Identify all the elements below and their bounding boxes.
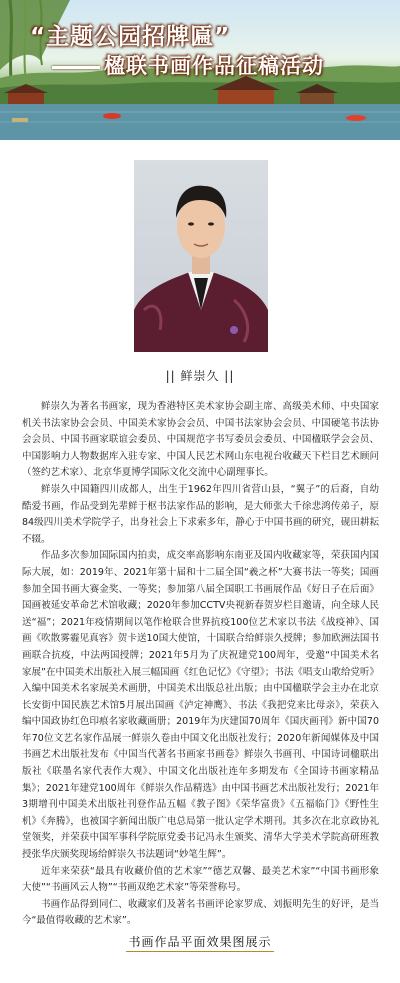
portrait-illustration bbox=[134, 160, 268, 352]
works-section-heading bbox=[0, 931, 400, 952]
works-heading-text: 书画作品平面效果图展示 bbox=[126, 933, 273, 952]
artist-biography bbox=[22, 399, 379, 930]
bio-paragraph: 鲜崇久为著名书画家，现为香港特区美术家协会副主席、高级美术师、中央国家机关书法家协会会员、中国美术家协会会员、中国书法家协会会员、中国硬笔书法协会会员、中国书画家联谊会委员、中国规范字书写委员会委员、中国楹联学会会员、中国影响力人物数据库入驻专家、中国人民艺术网山东电视台收藏天下栏目艺术顾问（签约艺术家）、北京华夏博学国际文化交流中心副理事长。 bbox=[22, 401, 379, 479]
artist-name-label: || 鲜崇久 || bbox=[165, 369, 235, 383]
bio-paragraph: 作品多次参加国际国内拍卖，成交率高影响东南亚及国内收藏家等，荣获国内国际大展，如：2019年、2021年第十届和十二届全国“羲之杯”大赛书法一等奖；国画参加全国书画大赛金奖、一等奖；参加第八届全国职工书画展作品《好日子在后面》国画被延安革命艺术馆收藏；2020年参加CCTV央视新春贺岁栏目邀请，向全球人民送“福”；2021年疫情期间以笔作枪联合世界抗疫100位艺术家以书法《战疫神》、国画《吹散雾霾见真容》贺卡送10国大使馆，十国联合给鲜崇久授牌；参加欧洲法国书画联合抗疫，中法两国授牌；2021年5月为了庆祝建党100周年，受邀“中国美术名家展”在中国美术出版社入展三幅国画《红色记忆》《守望》；书法《唱支山歌给党听》入编中国美术名家展美术画册，中国美术出版总社出版；由中国楹联学会主办在北京长安街中国民族艺术馆5月展出国画《泸定神鹰》、书法《我把党来比母亲》，荣获入编中国政协红色印痕名家收藏画册；2019年为庆建国70周年《国庆画刊》新中国70年70位文艺名家作品展一鲜崇久卷由中国文化出版社发行；2020年新闻媒体及中国书画艺术出版社发布《中国当代著名书画家书画卷》鲜崇久书画刊、中国诗词楹联出版社《联墨名家代表作大观》、中国文化出版社连年多期发布《全国诗书画家精品集》；2021年建党100周年《鲜崇久作品精选》由中国书画艺术出版社发行；2021年3期增刊中国美术出版社刊登作品五幅《教子图》《荣华富贵》《五福临门》《野性生机》《奔腾》，也被国字新闻出版广电总局第一批认定学术期刊。其多次在北京政协礼堂领奖，并荣获中国军事科学院原党委书记冯永生颁奖、清华大学美术学院高研班教授张华庆颁奖现场给鲜崇久书法题词“妙笔生辉”。 bbox=[22, 550, 379, 861]
title-dash bbox=[52, 66, 100, 69]
bio-paragraph: 近年来荣获“最具有收藏价值的艺术家”“德艺双馨、最美艺术家”“中国书画形象大使”“书画风云人物”“书画双绝艺术家”等荣誉称号。 bbox=[22, 865, 379, 894]
header-banner bbox=[0, 0, 400, 140]
bio-paragraph: 鲜崇久中国籍四川成都人，出生于1962年四川省营山县，“翼子”的后裔，自幼酷爱书画，作品受到先辈鲜于枢书法家作品的影响，是大师张大千徐悲鸿传弟子，原84级四川美术学院学子，出身社会上下求索多年，静心于中国书画的研究，砚田耕耘不辍。 bbox=[22, 483, 379, 545]
bio-paragraph: 书画作品得到同仁、收藏家们及著名书画评论家罗成、刘振明先生的好评，是当今“最值得收藏的艺术家”。 bbox=[22, 898, 379, 927]
banner-title-line1: “主题公园招牌匾” bbox=[30, 24, 231, 50]
banner-title-line2-text: 楹联书画作品征稿活动 bbox=[104, 54, 324, 78]
artist-portrait-photo bbox=[134, 160, 268, 352]
banner-title-line2 bbox=[52, 50, 324, 80]
